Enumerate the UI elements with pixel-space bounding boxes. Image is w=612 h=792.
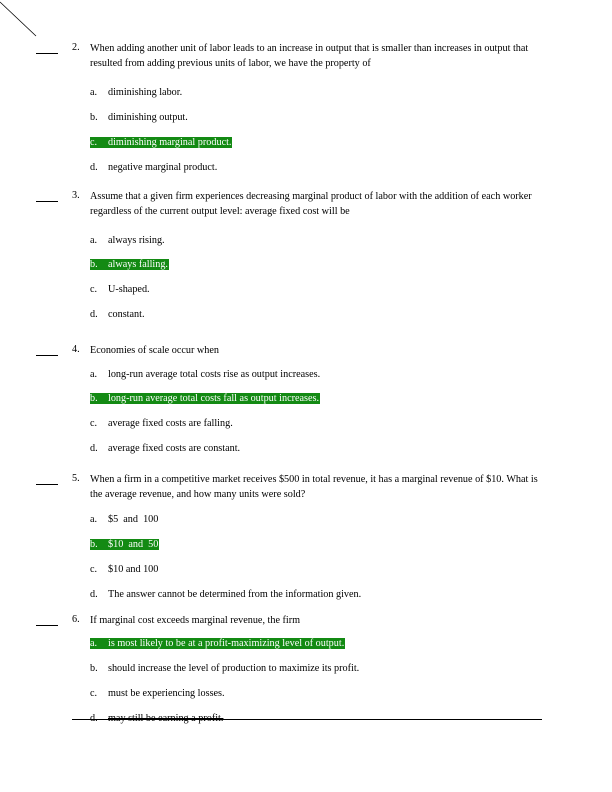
question-text: If marginal cost exceeds marginal revenue, the firm <box>90 615 301 626</box>
question-number: 6. <box>72 614 80 625</box>
option-letter: a. <box>90 638 98 649</box>
option-letter: b. <box>90 112 98 123</box>
option-letter: a. <box>90 87 98 98</box>
option-d[interactable] <box>90 443 240 454</box>
option-b-correct[interactable] <box>90 259 169 270</box>
option-text: is most likely to be at a profit-maximizing level of output. <box>108 638 345 649</box>
option-letter: d. <box>90 443 98 454</box>
option-a[interactable] <box>90 87 182 98</box>
option-text: always rising. <box>108 235 165 246</box>
option-text: must be experiencing losses. <box>108 688 225 699</box>
option-text: constant. <box>108 309 145 320</box>
answer-blank[interactable] <box>36 484 58 485</box>
question-text: Economies of scale occur when <box>90 345 219 356</box>
option-a-correct[interactable] <box>90 638 345 649</box>
option-text: always falling. <box>108 259 168 270</box>
option-letter: b. <box>90 259 98 270</box>
question-number: 5. <box>72 473 80 484</box>
answer-blank[interactable] <box>36 201 58 202</box>
answer-blank[interactable] <box>36 625 58 626</box>
option-text: diminishing labor. <box>108 87 183 98</box>
option-b[interactable] <box>90 663 359 674</box>
option-letter: d. <box>90 713 98 724</box>
option-text: $10 and 100 <box>108 564 159 575</box>
corner-crop-mark <box>0 0 40 40</box>
option-c[interactable] <box>90 564 158 575</box>
option-letter: c. <box>90 284 98 295</box>
option-letter: d. <box>90 309 98 320</box>
option-c[interactable] <box>90 688 225 699</box>
option-text: average fixed costs are constant. <box>108 443 241 454</box>
option-letter: b. <box>90 539 98 550</box>
option-b-correct[interactable] <box>90 393 320 404</box>
option-a[interactable] <box>90 369 320 380</box>
question-text: When a firm in a competitive market receives $500 in total revenue, it has a marginal revenue of $10. What is the average revenue, and how many units were sold? <box>90 474 538 500</box>
page-bottom-rule <box>72 719 542 720</box>
option-letter: d. <box>90 162 98 173</box>
option-text: $5 and 100 <box>108 514 159 525</box>
option-letter: b. <box>90 393 98 404</box>
question-number: 2. <box>72 42 80 53</box>
option-letter: c. <box>90 564 98 575</box>
option-text: should increase the level of production to maximize its profit. <box>108 663 360 674</box>
option-text: average fixed costs are falling. <box>108 418 233 429</box>
option-b-correct[interactable] <box>90 539 159 550</box>
option-letter: a. <box>90 369 98 380</box>
option-a[interactable] <box>90 235 165 246</box>
option-text: The answer cannot be determined from the information given. <box>108 589 362 600</box>
option-c-correct[interactable] <box>90 137 232 148</box>
option-letter: a. <box>90 514 98 525</box>
option-text: long-run average total costs fall as output increases. <box>108 393 320 404</box>
option-text: diminishing marginal product. <box>108 137 232 148</box>
option-text: long-run average total costs rise as output increases. <box>108 369 321 380</box>
question-number: 4. <box>72 344 80 355</box>
option-letter: c. <box>90 137 98 148</box>
option-text: negative marginal product. <box>108 162 218 173</box>
question-number: 3. <box>72 190 80 201</box>
option-text: $10 and 50 <box>108 539 159 550</box>
answer-blank[interactable] <box>36 53 58 54</box>
option-letter: d. <box>90 589 98 600</box>
question-text: When adding another unit of labor leads to an increase in output that is smaller than increases in output that resulted from adding previous units of labor, we have the property of <box>90 43 529 69</box>
option-text: diminishing output. <box>108 112 188 123</box>
option-d[interactable] <box>90 162 217 173</box>
option-d[interactable] <box>90 589 361 600</box>
option-d[interactable] <box>90 309 145 320</box>
option-letter: a. <box>90 235 98 246</box>
answer-blank[interactable] <box>36 355 58 356</box>
option-c[interactable] <box>90 418 233 429</box>
option-b[interactable] <box>90 112 188 123</box>
question-text: Assume that a given firm experiences decreasing marginal product of labor with the addition of each worker regardless of the current output level: average fixed cost will be <box>90 191 532 217</box>
option-letter: c. <box>90 688 98 699</box>
option-a[interactable] <box>90 514 158 525</box>
option-c[interactable] <box>90 284 150 295</box>
option-text: U-shaped. <box>108 284 150 295</box>
option-text: may still be earning a profit. <box>108 713 224 724</box>
option-letter: b. <box>90 663 98 674</box>
option-letter: c. <box>90 418 98 429</box>
